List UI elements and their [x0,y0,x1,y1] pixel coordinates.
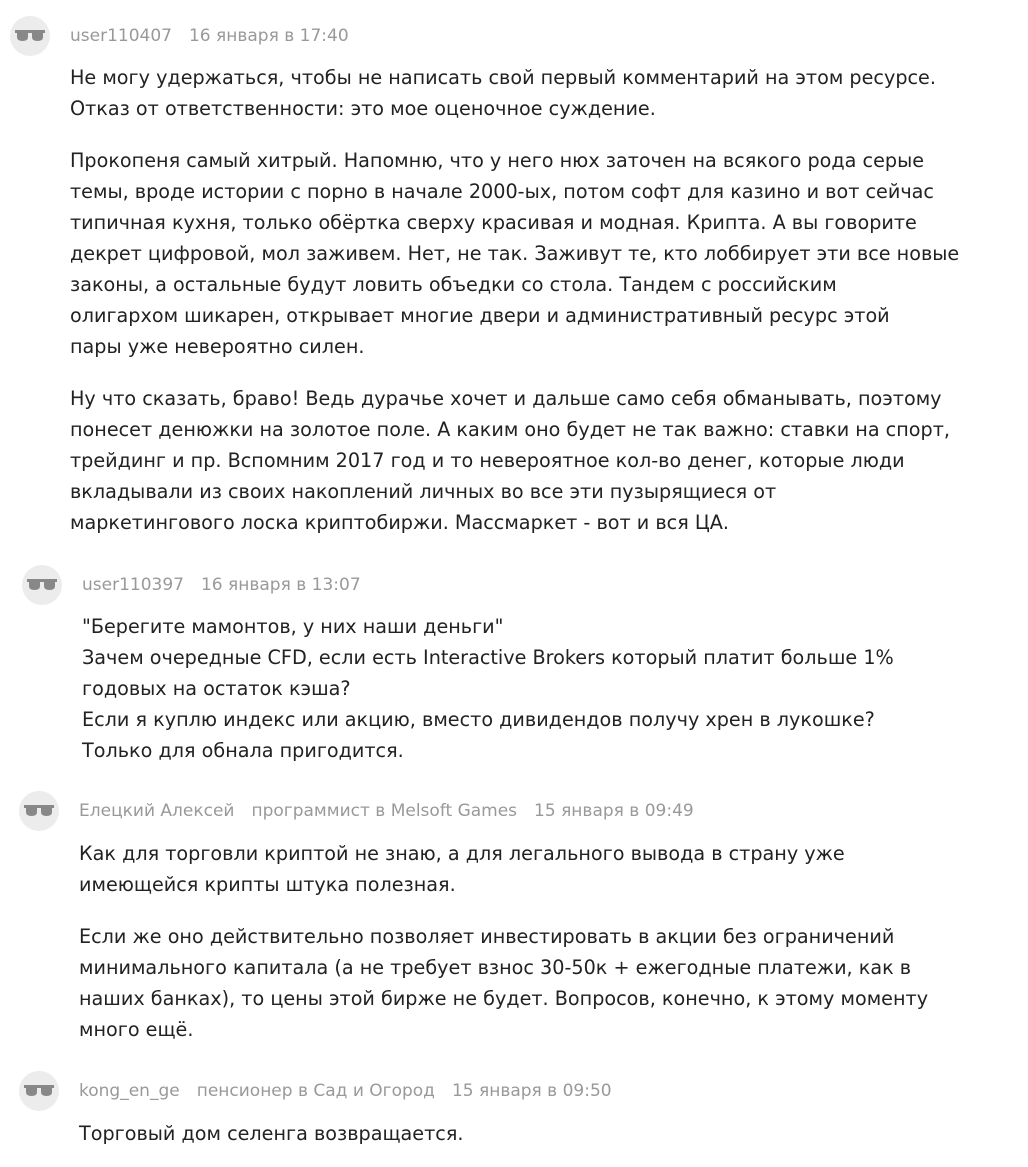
comment-paragraph [79,838,928,900]
text-line: декрет цифровой, мол заживем. Нет, не так. Заживут те, кто лоббирует эти все новые [70,242,960,265]
text-line: вкладывали из своих накоплений личных во все эти пузырящиеся от [70,480,777,503]
comment-date[interactable]: 16 января в 17:40 [188,26,349,46]
comment-date[interactable]: 15 января в 09:50 [451,1081,612,1101]
comment-body [79,1118,463,1149]
text-line: Ну что сказать, браво! Ведь дурачье хочет и дальше само себя обманывать, поэтому [70,387,942,410]
avatar[interactable] [10,16,50,56]
comment-paragraph [70,62,959,124]
comment-meta [79,800,694,822]
author-link[interactable]: user110407 [70,26,172,46]
text-line: Если же оно действительно позволяет инвестировать в акции без ограничений [79,925,895,948]
text-line: Отказ от ответственности: это мое оценочное суждение. [70,97,656,120]
text-line: олигархом шикарен, открывает многие двери и административный ресурс этой [70,304,890,327]
sunglasses-icon [24,804,54,818]
text-line: "Берегите мамонтов, у них наши деньги" [82,615,504,638]
text-line: Если я куплю индекс или акцию, вместо дивидендов получу хрен в лукошке? [82,708,875,731]
text-line: Не могу удержаться, чтобы не написать свой первый комментарий на этом ресурсе. [70,66,936,89]
author-link[interactable]: kong_en_ge [79,1081,180,1101]
avatar[interactable] [19,1071,59,1111]
author-link[interactable]: user110397 [82,575,184,595]
text-line: Как для торговли криптой не знаю, а для легального вывода в страну уже [79,842,845,865]
comment-body [70,62,959,538]
avatar[interactable] [22,565,62,605]
comment-date[interactable]: 16 января в 13:07 [200,575,361,595]
author-position: пенсионер в Сад и Огород [196,1081,435,1101]
sunglasses-icon [24,1084,54,1098]
comment-paragraph [70,145,959,362]
text-line: понесет денюжки на золотое поле. А каким оно будет не так важно: ставки на спорт, [70,418,950,441]
author-position: программист в Melsoft Games [251,801,518,821]
text-line: Только для обнала пригодится. [82,739,404,762]
comment-meta [79,1080,612,1102]
text-line: пары уже невероятно силен. [70,335,365,358]
text-line: Зачем очередные CFD, если есть Interactive Brokers который платит больше 1% [82,646,894,669]
author-link[interactable]: Елецкий Алексей [79,801,235,821]
comment-paragraph [79,1118,463,1149]
comment-paragraph [82,611,894,766]
avatar[interactable] [19,791,59,831]
text-line: Прокопеня самый хитрый. Напомню, что у него нюх заточен на всякого рода серые [70,149,925,172]
text-line: имеющейся крипты штука полезная. [79,873,456,896]
comment-paragraph [70,383,959,538]
comment-date[interactable]: 15 января в 09:49 [534,801,694,821]
text-line: много ещё. [79,1018,194,1041]
text-line: Торговый дом селенга возвращается. [79,1122,464,1145]
sunglasses-icon [15,29,45,43]
text-line: минимального капитала (а не требует взнос 30-50к + ежегодные платежи, как в [79,956,912,979]
text-line: темы, вроде истории с порно в начале 2000-ых, потом софт для казино и вот сейчас [70,180,934,203]
text-line: типичная кухня, только обёртка сверху красивая и модная. Крипта. А вы говорите [70,211,917,234]
sunglasses-icon [27,578,57,592]
comment-body [82,611,894,766]
text-line: маркетингового лоска криптобиржи. Массмаркет - вот и вся ЦА. [70,511,729,534]
text-line: трейдинг и пр. Вспомним 2017 год и то невероятное кол-во денег, которые люди [70,449,905,472]
comment-body [79,838,928,1045]
comment-meta [82,574,361,596]
text-line: наших банках), то цены этой бирже не будет. Вопросов, конечно, к этому моменту [79,987,929,1010]
text-line: годовых на остаток кэша? [82,677,351,700]
comment-meta [70,25,349,47]
text-line: законы, а остальные будут ловить объедки со стола. Тандем с российским [70,273,837,296]
comment-paragraph [79,921,928,1045]
